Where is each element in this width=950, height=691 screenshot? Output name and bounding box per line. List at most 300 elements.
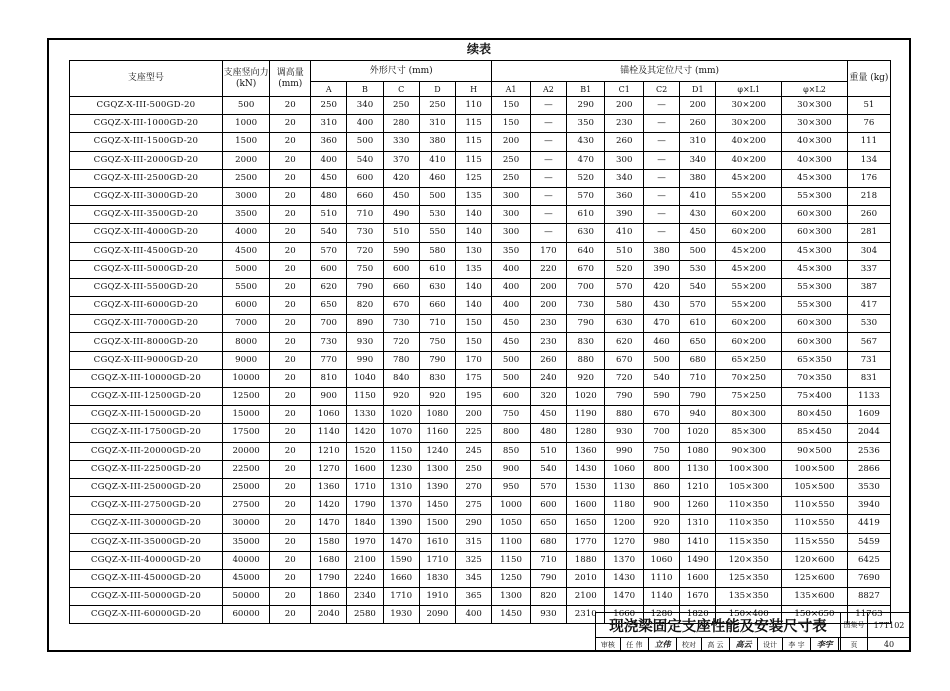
table-cell: 65×350 <box>782 351 848 369</box>
table-cell: 260 <box>680 115 716 133</box>
table-cell: 150×400 <box>716 606 782 624</box>
header-anchor-col-0: A1 <box>492 82 530 97</box>
table-cell: 8000 <box>222 333 270 351</box>
table-cell: 500 <box>680 242 716 260</box>
table-cell: 125×600 <box>782 569 848 587</box>
table-cell: 510 <box>530 442 566 460</box>
table-row <box>70 442 891 460</box>
table-cell: 60×200 <box>716 315 782 333</box>
table-cell: 40×200 <box>716 133 782 151</box>
model-cell: CGQZ-X-III-1500GD-20 <box>70 133 223 151</box>
table-cell: 1680 <box>311 551 347 569</box>
table-cell: 200 <box>456 406 492 424</box>
table-cell: 1210 <box>680 478 716 496</box>
table-cell: 5500 <box>222 278 270 296</box>
table-cell: 2240 <box>347 569 383 587</box>
table-cell: 40000 <box>222 551 270 569</box>
table-cell: 20 <box>270 588 311 606</box>
table-cell: 770 <box>311 351 347 369</box>
table-cell: 30×200 <box>716 97 782 115</box>
table-cell: 1600 <box>680 569 716 587</box>
table-cell: 260 <box>530 351 566 369</box>
table-cell: 620 <box>605 333 643 351</box>
table-cell: 150 <box>456 333 492 351</box>
table-cell: 1610 <box>419 533 455 551</box>
table-cell: 1080 <box>680 442 716 460</box>
table-cell: 20 <box>270 260 311 278</box>
table-cell: 60×200 <box>716 333 782 351</box>
table-cell: 1600 <box>347 460 383 478</box>
table-cell: 90×300 <box>716 442 782 460</box>
table-cell: 245 <box>456 442 492 460</box>
table-cell: 115 <box>456 133 492 151</box>
table-cell: 110×350 <box>716 515 782 533</box>
table-row <box>70 497 891 515</box>
table-cell: 150×650 <box>782 606 848 624</box>
table-cell: 125×350 <box>716 569 782 587</box>
table-cell: 150 <box>456 315 492 333</box>
table-cell: 280 <box>383 115 419 133</box>
model-cell: CGQZ-X-III-6000GD-20 <box>70 297 223 315</box>
table-cell: 120×600 <box>782 551 848 569</box>
model-cell: CGQZ-X-III-20000GD-20 <box>70 442 223 460</box>
header-weight: 重量 (kg) <box>847 61 890 97</box>
table-cell: 230 <box>530 315 566 333</box>
table-cell: 730 <box>347 224 383 242</box>
table-cell: 530 <box>847 315 890 333</box>
table-cell: 3000 <box>222 187 270 205</box>
table-cell: 45×200 <box>716 169 782 187</box>
table-cell: 325 <box>456 551 492 569</box>
table-cell: 1390 <box>419 478 455 496</box>
table-cell: 730 <box>311 333 347 351</box>
table-cell: 670 <box>383 297 419 315</box>
table-cell: 830 <box>567 333 605 351</box>
model-cell: CGQZ-X-III-1000GD-20 <box>70 115 223 133</box>
table-cell: 7690 <box>847 569 890 587</box>
table-cell: 310 <box>680 133 716 151</box>
table-cell: 2100 <box>567 588 605 606</box>
table-cell: 790 <box>419 351 455 369</box>
table-cell: 60000 <box>222 606 270 624</box>
table-cell: 1180 <box>605 497 643 515</box>
table-cell: 4000 <box>222 224 270 242</box>
header-anchor-col-6: φ×L1 <box>716 82 782 97</box>
table-cell: 4419 <box>847 515 890 533</box>
table-cell: 60×200 <box>716 206 782 224</box>
table-cell: 660 <box>347 187 383 205</box>
table-cell: 1860 <box>311 588 347 606</box>
table-row <box>70 478 891 496</box>
table-cell: 500 <box>643 351 679 369</box>
table-row <box>70 206 891 224</box>
table-cell: 1060 <box>605 460 643 478</box>
table-cell: 1330 <box>347 406 383 424</box>
table-cell: 750 <box>419 333 455 351</box>
table-cell: 670 <box>605 351 643 369</box>
table-cell: 1790 <box>347 497 383 515</box>
designer-name: 李 宇 <box>782 638 810 652</box>
atlas-label: 图集号 <box>841 613 868 638</box>
table-cell: 20 <box>270 406 311 424</box>
table-cell: 250 <box>456 460 492 478</box>
table-cell: 200 <box>605 97 643 115</box>
table-cell: 610 <box>680 315 716 333</box>
table-cell: 400 <box>492 297 530 315</box>
table-cell: 2310 <box>567 606 605 624</box>
table-row <box>70 460 891 478</box>
table-cell: 85×300 <box>716 424 782 442</box>
table-cell: 900 <box>643 497 679 515</box>
table-cell: 60×300 <box>782 333 848 351</box>
table-cell: 900 <box>311 388 347 406</box>
table-cell: 22500 <box>222 460 270 478</box>
table-cell: 1520 <box>347 442 383 460</box>
table-row <box>70 369 891 387</box>
table-cell: 20 <box>270 133 311 151</box>
table-cell: 3940 <box>847 497 890 515</box>
table-cell: 2000 <box>222 151 270 169</box>
table-cell: 620 <box>311 278 347 296</box>
table-cell: — <box>530 97 566 115</box>
table-cell: 520 <box>567 169 605 187</box>
table-cell: 20 <box>270 388 311 406</box>
table-cell: 1110 <box>643 569 679 587</box>
table-cell: 387 <box>847 278 890 296</box>
table-row <box>70 97 891 115</box>
table-cell: 920 <box>567 369 605 387</box>
table-cell: 920 <box>383 388 419 406</box>
table-row <box>70 551 891 569</box>
table-cell: 1820 <box>680 606 716 624</box>
table-cell: 110×550 <box>782 515 848 533</box>
page-label: 页 <box>841 638 868 652</box>
table-cell: 570 <box>567 187 605 205</box>
table-cell: 1040 <box>347 369 383 387</box>
table-cell: 20 <box>270 569 311 587</box>
table-cell: 720 <box>347 242 383 260</box>
table-cell: 780 <box>383 351 419 369</box>
table-cell: 990 <box>347 351 383 369</box>
design-label: 设计 <box>758 638 783 652</box>
page-number: 40 <box>868 638 911 652</box>
table-cell: 45×300 <box>782 169 848 187</box>
table-cell: 20 <box>270 278 311 296</box>
table-cell: 730 <box>383 315 419 333</box>
table-cell: 20 <box>270 315 311 333</box>
table-cell: 630 <box>567 224 605 242</box>
header-force: 支座竖向力 (kN) <box>222 61 270 97</box>
table-cell: 880 <box>567 351 605 369</box>
table-cell: 140 <box>456 206 492 224</box>
table-cell: 80×450 <box>782 406 848 424</box>
table-cell: 20 <box>270 151 311 169</box>
table-row <box>70 588 891 606</box>
checker-name: 高 云 <box>701 638 729 652</box>
table-cell: 940 <box>680 406 716 424</box>
table-cell: 2536 <box>847 442 890 460</box>
table-cell: 480 <box>530 424 566 442</box>
table-cell: 1150 <box>383 442 419 460</box>
table-row <box>70 297 891 315</box>
table-cell: 85×450 <box>782 424 848 442</box>
table-cell: 55×300 <box>782 297 848 315</box>
table-cell: 1240 <box>419 442 455 460</box>
model-cell: CGQZ-X-III-50000GD-20 <box>70 588 223 606</box>
table-cell: 60×300 <box>782 315 848 333</box>
table-cell: 40×300 <box>782 133 848 151</box>
table-cell: 340 <box>680 151 716 169</box>
table-cell: 200 <box>530 297 566 315</box>
table-cell: 410 <box>680 187 716 205</box>
table-cell: 470 <box>567 151 605 169</box>
table-cell: 880 <box>605 406 643 424</box>
table-cell: — <box>643 187 679 205</box>
table-cell: 430 <box>643 297 679 315</box>
table-cell: 790 <box>680 388 716 406</box>
table-cell: 300 <box>492 224 530 242</box>
table-cell: 30×300 <box>782 115 848 133</box>
table-row <box>70 569 891 587</box>
table-cell: 281 <box>847 224 890 242</box>
table-cell: 20 <box>270 351 311 369</box>
table-cell: 1230 <box>383 460 419 478</box>
table-cell: 790 <box>347 278 383 296</box>
table-cell: 1160 <box>419 424 455 442</box>
table-cell: 1130 <box>605 478 643 496</box>
table-cell: 1790 <box>311 569 347 587</box>
table-cell: 510 <box>605 242 643 260</box>
table-cell: 600 <box>347 169 383 187</box>
model-cell: CGQZ-X-III-4000GD-20 <box>70 224 223 242</box>
header-anchor-col-5: D1 <box>680 82 716 97</box>
table-cell: — <box>643 169 679 187</box>
table-cell: 20 <box>270 515 311 533</box>
table-cell: 800 <box>492 424 530 442</box>
table-cell: 7000 <box>222 315 270 333</box>
table-cell: 170 <box>456 351 492 369</box>
table-cell: 35000 <box>222 533 270 551</box>
table-cell: 11763 <box>847 606 890 624</box>
table-cell: 70×250 <box>716 369 782 387</box>
table-cell: 100×300 <box>716 460 782 478</box>
table-cell: 300 <box>492 187 530 205</box>
table-cell: 1270 <box>605 533 643 551</box>
table-cell: 110 <box>456 97 492 115</box>
table-cell: 175 <box>456 369 492 387</box>
table-cell: 1710 <box>419 551 455 569</box>
table-cell: 490 <box>383 206 419 224</box>
table-cell: 540 <box>530 460 566 478</box>
table-cell: 950 <box>492 478 530 496</box>
table-cell: 140 <box>456 224 492 242</box>
table-cell: 4500 <box>222 242 270 260</box>
table-cell: 150 <box>492 115 530 133</box>
table-cell: 1609 <box>847 406 890 424</box>
table-cell: 345 <box>456 569 492 587</box>
table-cell: 730 <box>567 297 605 315</box>
table-cell: 470 <box>643 315 679 333</box>
table-cell: 1060 <box>643 551 679 569</box>
table-cell: 260 <box>605 133 643 151</box>
table-cell: 1530 <box>567 478 605 496</box>
checker-signature: 高云 <box>730 638 758 652</box>
header-anchor-col-7: φ×L2 <box>782 82 848 97</box>
table-cell: 1020 <box>680 424 716 442</box>
table-cell: 1840 <box>347 515 383 533</box>
table-cell: 1910 <box>419 588 455 606</box>
table-row <box>70 533 891 551</box>
table-cell: 530 <box>419 206 455 224</box>
table-cell: 170 <box>530 242 566 260</box>
table-cell: 750 <box>492 406 530 424</box>
table-cell: 55×300 <box>782 278 848 296</box>
table-cell: 460 <box>419 169 455 187</box>
table-cell: 1260 <box>680 497 716 515</box>
review-label: 审核 <box>596 638 621 652</box>
table-cell: 55×200 <box>716 187 782 205</box>
table-cell: 1590 <box>383 551 419 569</box>
table-cell: 1020 <box>567 388 605 406</box>
table-cell: 40×200 <box>716 151 782 169</box>
table-cell: 20 <box>270 224 311 242</box>
table-cell: 480 <box>311 187 347 205</box>
table-cell: 365 <box>456 588 492 606</box>
model-cell: CGQZ-X-III-17500GD-20 <box>70 424 223 442</box>
table-cell: 510 <box>383 224 419 242</box>
table-cell: 55×300 <box>782 187 848 205</box>
table-cell: 420 <box>643 278 679 296</box>
table-cell: 400 <box>347 115 383 133</box>
table-cell: 1300 <box>419 460 455 478</box>
table-cell: 680 <box>530 533 566 551</box>
table-cell: 60×200 <box>716 224 782 242</box>
table-cell: 340 <box>605 169 643 187</box>
table-cell: 650 <box>530 515 566 533</box>
table-cell: 2090 <box>419 606 455 624</box>
table-cell: 110×550 <box>782 497 848 515</box>
table-cell: 990 <box>605 442 643 460</box>
table-cell: 3500 <box>222 206 270 224</box>
table-cell: 76 <box>847 115 890 133</box>
table-cell: 820 <box>347 297 383 315</box>
table-cell: 1710 <box>383 588 419 606</box>
table-cell: 240 <box>530 369 566 387</box>
table-cell: 220 <box>530 260 566 278</box>
table-cell: 500 <box>419 187 455 205</box>
table-cell: — <box>643 115 679 133</box>
table-cell: 1470 <box>605 588 643 606</box>
table-cell: 120×350 <box>716 551 782 569</box>
table-cell: 420 <box>383 169 419 187</box>
table-cell: 330 <box>383 133 419 151</box>
header-outer-c: C <box>383 82 419 97</box>
table-cell: 1670 <box>680 588 716 606</box>
table-cell: 350 <box>567 115 605 133</box>
model-cell: CGQZ-X-III-12500GD-20 <box>70 388 223 406</box>
table-cell: — <box>643 151 679 169</box>
table-cell: 500 <box>492 369 530 387</box>
table-cell: 1430 <box>567 460 605 478</box>
table-cell: 290 <box>456 515 492 533</box>
model-cell: CGQZ-X-III-9000GD-20 <box>70 351 223 369</box>
table-cell: — <box>530 151 566 169</box>
table-cell: 30×200 <box>716 115 782 133</box>
table-cell: 930 <box>347 333 383 351</box>
table-cell: 380 <box>643 242 679 260</box>
table-cell: 570 <box>311 242 347 260</box>
table-cell: 920 <box>643 515 679 533</box>
model-cell: CGQZ-X-III-60000GD-20 <box>70 606 223 624</box>
table-cell: 1970 <box>347 533 383 551</box>
table-cell: 1360 <box>311 478 347 496</box>
table-cell: — <box>643 206 679 224</box>
table-cell: 590 <box>383 242 419 260</box>
table-cell: 370 <box>383 151 419 169</box>
table-cell: 800 <box>643 460 679 478</box>
table-cell: 1770 <box>567 533 605 551</box>
model-cell: CGQZ-X-III-35000GD-20 <box>70 533 223 551</box>
table-cell: 790 <box>530 569 566 587</box>
table-cell: 450 <box>492 333 530 351</box>
table-cell: 1050 <box>492 515 530 533</box>
table-cell: 30000 <box>222 515 270 533</box>
table-cell: 1600 <box>567 497 605 515</box>
table-row <box>70 224 891 242</box>
table-cell: 750 <box>347 260 383 278</box>
header-outer-a: A <box>311 82 347 97</box>
table-cell: 550 <box>419 224 455 242</box>
title-block <box>595 612 911 652</box>
table-cell: 115 <box>456 151 492 169</box>
table-cell: 250 <box>492 169 530 187</box>
table-cell: 300 <box>492 206 530 224</box>
table-cell: 230 <box>530 333 566 351</box>
table-row <box>70 315 891 333</box>
table-cell: 350 <box>492 242 530 260</box>
page-title: 续表 <box>466 42 491 56</box>
table-cell: 2866 <box>847 460 890 478</box>
table-cell: 218 <box>847 187 890 205</box>
table-cell: 20 <box>270 533 311 551</box>
table-cell: 111 <box>847 133 890 151</box>
table-row <box>70 351 891 369</box>
table-cell: 1470 <box>383 533 419 551</box>
table-cell: 850 <box>492 442 530 460</box>
table-cell: 930 <box>530 606 566 624</box>
table-cell: 260 <box>847 206 890 224</box>
table-cell: 6000 <box>222 297 270 315</box>
model-cell: CGQZ-X-III-3500GD-20 <box>70 206 223 224</box>
table-cell: 450 <box>311 169 347 187</box>
table-cell: 6425 <box>847 551 890 569</box>
table-cell: 17500 <box>222 424 270 442</box>
table-cell: 1020 <box>383 406 419 424</box>
table-cell: 630 <box>419 278 455 296</box>
table-cell: 1080 <box>419 406 455 424</box>
table-cell: 70×350 <box>782 369 848 387</box>
table-cell: 55×200 <box>716 297 782 315</box>
table-cell: 20 <box>270 97 311 115</box>
model-cell: CGQZ-X-III-500GD-20 <box>70 97 223 115</box>
table-cell: 650 <box>680 333 716 351</box>
table-row <box>70 242 891 260</box>
table-cell: 45×200 <box>716 242 782 260</box>
table-cell: 400 <box>311 151 347 169</box>
table-cell: 1190 <box>567 406 605 424</box>
table-cell: 670 <box>643 406 679 424</box>
table-cell: 650 <box>311 297 347 315</box>
